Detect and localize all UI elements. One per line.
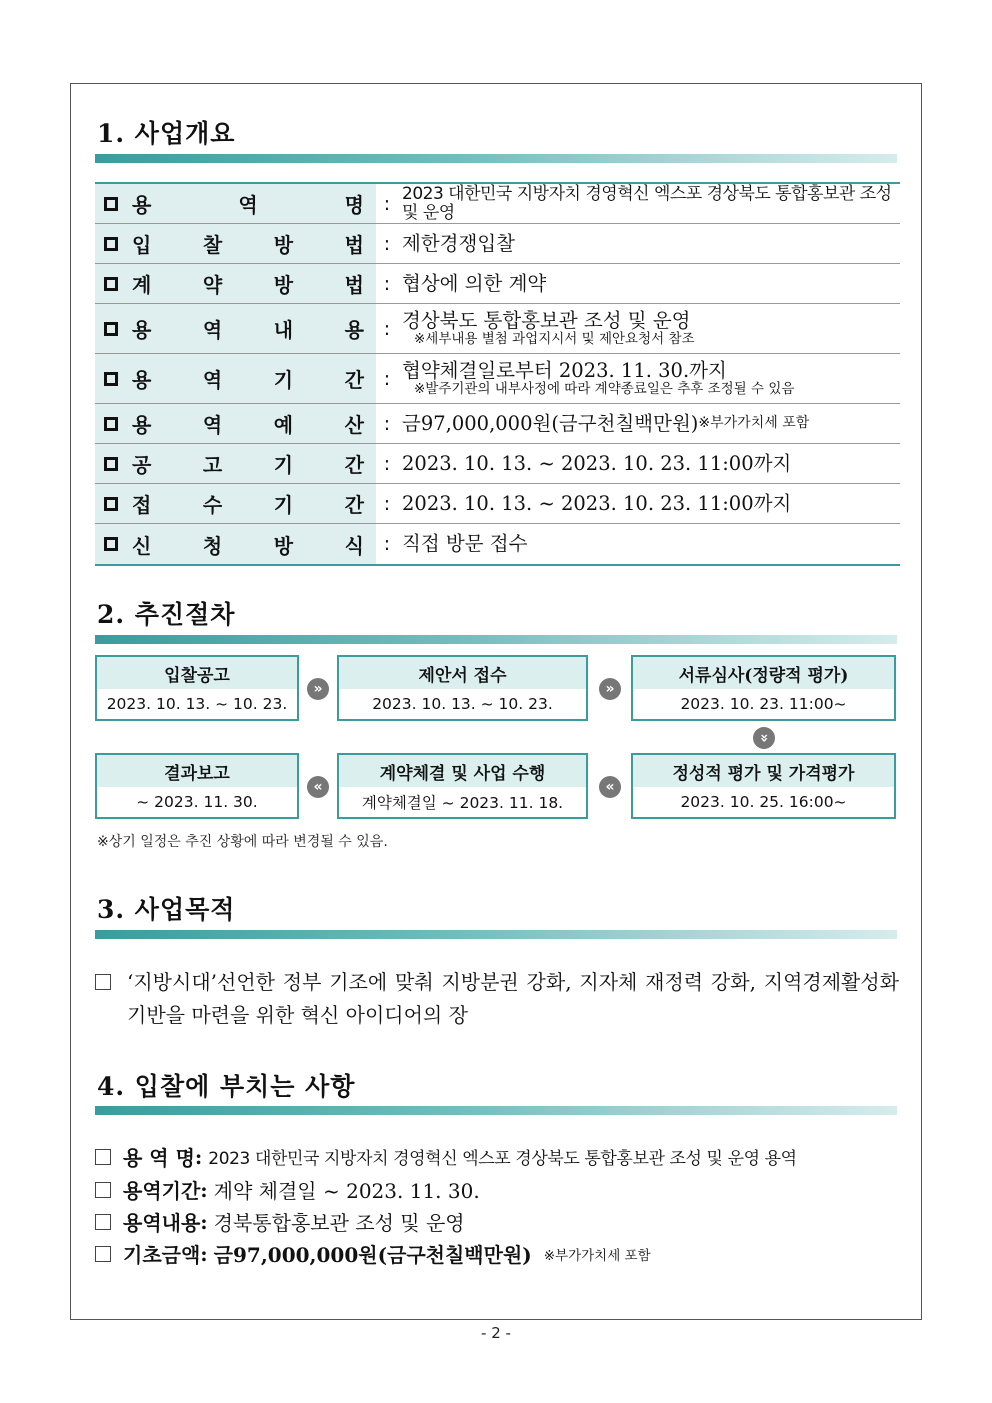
overview-value: 2023. 10. 13. ~ 2023. 10. 23. 11:00까지 — [402, 491, 792, 515]
overview-label: 계 약 방 법 — [95, 264, 376, 303]
overview-label: 용 역 명 — [95, 184, 376, 223]
overview-value: 협약체결일로부터 2023. 11. 30.까지 ※발주기관의 내부사정에 따라 계약종료일은 추후 조정될 수 있음 — [402, 358, 795, 398]
arrow-right-icon: » — [599, 678, 621, 700]
checkbox-icon — [104, 237, 118, 251]
section-title-process: 2. 추진절차 — [97, 600, 236, 629]
page-number: - 2 - — [481, 1324, 511, 1342]
overview-row: 용 역 예 산 : 금97,000,000원(금구천칠백만원) ※부가가치세 포함 — [95, 404, 900, 444]
overview-value: 경상북도 통합홍보관 조성 및 운영 ※세부내용 별첨 과업지시서 및 제안요청서 참조 — [402, 308, 695, 348]
process-note: ※상기 일정은 추진 상황에 따라 변경될 수 있음. — [97, 834, 388, 850]
process-step-result-report: 결과보고 ~ 2023. 11. 30. — [95, 753, 299, 819]
checkbox-icon — [104, 457, 118, 471]
section-title-bid-items: 4. 입찰에 부치는 사항 — [97, 1072, 356, 1101]
process-step-qualitative-eval: 정성적 평가 및 가격평가 2023. 10. 25. 16:00~ — [631, 753, 896, 819]
overview-label: 접 수 기 간 — [95, 484, 376, 523]
section-bar — [95, 154, 897, 163]
checkbox-icon — [95, 1214, 111, 1230]
process-step-document-review: 서류심사(정량적 평가) 2023. 10. 23. 11:00~ — [631, 655, 896, 721]
checkbox-icon — [104, 197, 118, 211]
overview-label: 신 청 방 식 — [95, 524, 376, 564]
overview-label: 공 고 기 간 — [95, 444, 376, 483]
section-title-overview: 1. 사업개요 — [97, 119, 236, 148]
overview-row: 용 역 내 용 : 경상북도 통합홍보관 조성 및 운영 ※세부내용 별첨 과업지시서 및 제안요청서 참조 — [95, 304, 900, 354]
overview-row: 용 역 기 간 : 협약체결일로부터 2023. 11. 30.까지 ※발주기관의 내부사정에 따라 계약종료일은 추후 조정될 수 있음 — [95, 354, 900, 404]
checkbox-icon — [104, 372, 118, 386]
overview-row: 공 고 기 간 : 2023. 10. 13. ~ 2023. 10. 23. 11:00까지 — [95, 444, 900, 484]
overview-row: 신 청 방 식 : 직접 방문 접수 — [95, 524, 900, 564]
checkbox-icon — [95, 1246, 111, 1262]
arrow-left-icon: « — [599, 776, 621, 798]
overview-value: 협상에 의한 계약 — [402, 271, 547, 295]
purpose-text: ‘지방시대’선언한 정부 기조에 맞춰 지방분권 강화, 지자체 재정력 강화, 지역경제활성화 기반을 마련을 위한 혁신 아이디어의 장 — [127, 970, 899, 1027]
checkbox-icon — [104, 322, 118, 336]
overview-label: 용 역 기 간 — [95, 354, 376, 403]
checkbox-icon — [104, 537, 118, 551]
overview-value: 제한경쟁입찰 — [402, 231, 516, 255]
overview-value: 금97,000,000원(금구천칠백만원) ※부가가치세 포함 — [402, 411, 810, 435]
overview-label: 용 역 예 산 — [95, 404, 376, 443]
bid-item: 기초금액 : 금97,000,000원(금구천칠백만원) ※부가가치세 포함 — [95, 1239, 905, 1268]
section-bar — [95, 930, 897, 939]
section-title-purpose: 3. 사업목적 — [97, 895, 236, 924]
arrow-down-icon: » — [753, 727, 775, 749]
overview-table — [95, 182, 900, 566]
overview-label: 용 역 내 용 — [95, 304, 376, 353]
checkbox-icon — [95, 1182, 111, 1198]
overview-row: 용 역 명 : 2023 대한민국 지방자치 경영혁신 엑스포 경상북도 통합홍보관 조성 및 운영 — [95, 184, 900, 224]
bid-item: 용 역 명 : 2023 대한민국 지방자치 경영혁신 엑스포 경상북도 통합홍보관 조성 및 운영 용역 — [95, 1142, 905, 1171]
overview-row: 접 수 기 간 : 2023. 10. 13. ~ 2023. 10. 23. 11:00까지 — [95, 484, 900, 524]
checkbox-icon — [95, 1149, 111, 1165]
process-step-contract: 계약체결 및 사업 수행 계약체결일 ~ 2023. 11. 18. — [337, 753, 588, 819]
section-bar — [95, 635, 897, 644]
purpose-item — [95, 966, 899, 1032]
overview-label: 입 찰 방 법 — [95, 224, 376, 263]
overview-value: 2023 대한민국 지방자치 경영혁신 엑스포 경상북도 통합홍보관 조성 및 운영 — [402, 183, 892, 223]
checkbox-icon — [104, 417, 118, 431]
overview-value: 2023. 10. 13. ~ 2023. 10. 23. 11:00까지 — [402, 451, 792, 475]
bid-item: 용역내용 : 경북통합홍보관 조성 및 운영 — [95, 1207, 905, 1236]
checkbox-icon — [104, 277, 118, 291]
bid-item: 용역기간 : 계약 체결일 ~ 2023. 11. 30. — [95, 1175, 905, 1204]
checkbox-icon — [95, 974, 111, 990]
overview-value: 직접 방문 접수 — [402, 532, 528, 556]
arrow-right-icon: » — [307, 678, 329, 700]
process-step-bid-notice: 입찰공고 2023. 10. 13. ~ 10. 23. — [95, 655, 299, 721]
process-step-proposal: 제안서 접수 2023. 10. 13. ~ 10. 23. — [337, 655, 588, 721]
section-bar — [95, 1106, 897, 1115]
overview-row: 입 찰 방 법 : 제한경쟁입찰 — [95, 224, 900, 264]
overview-row: 계 약 방 법 : 협상에 의한 계약 — [95, 264, 900, 304]
arrow-left-icon: « — [307, 776, 329, 798]
checkbox-icon — [104, 497, 118, 511]
